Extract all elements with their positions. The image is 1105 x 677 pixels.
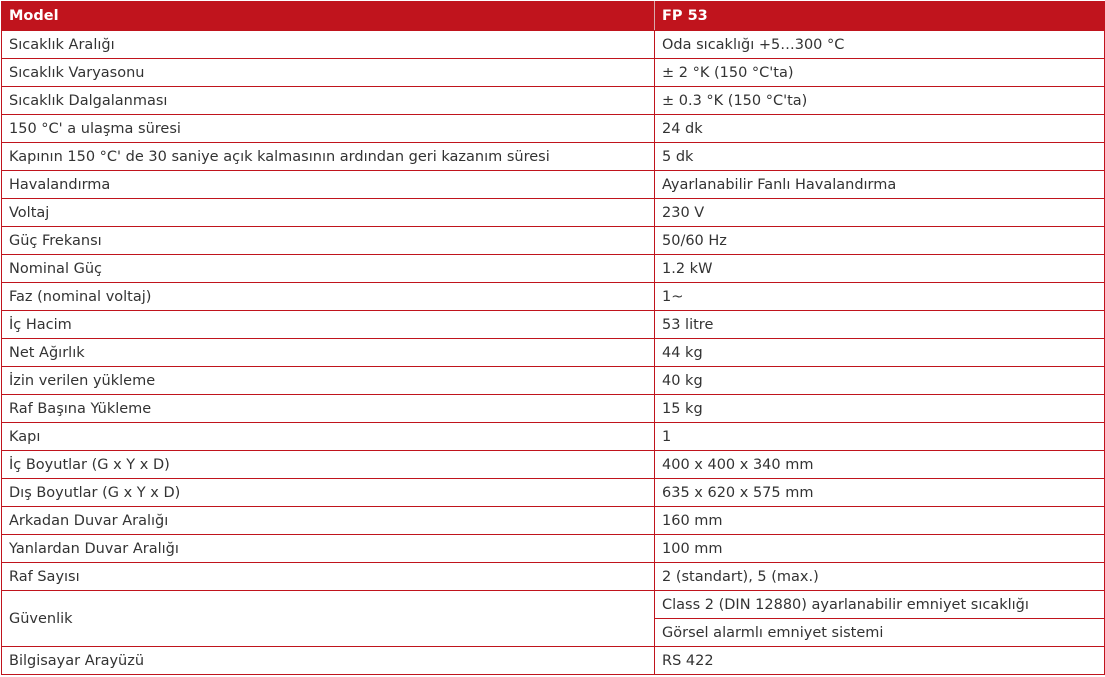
header-model-value: FP 53: [655, 2, 1105, 31]
row-label: Nominal Güç: [2, 255, 655, 283]
table-row: [2, 367, 1105, 395]
row-label: Raf Başına Yükleme: [2, 395, 655, 423]
spec-table-body: [2, 31, 1105, 675]
row-value: 160 mm: [655, 507, 1105, 535]
row-value: 44 kg: [655, 339, 1105, 367]
row-label: Voltaj: [2, 199, 655, 227]
row-value: ± 2 °K (150 °C'ta): [655, 59, 1105, 87]
table-row: [2, 451, 1105, 479]
table-row: [2, 143, 1105, 171]
row-value: 100 mm: [655, 535, 1105, 563]
table-row: [2, 283, 1105, 311]
row-label: Havalandırma: [2, 171, 655, 199]
row-label: İzin verilen yükleme: [2, 367, 655, 395]
row-label: İç Boyutlar (G x Y x D): [2, 451, 655, 479]
row-label: Kapının 150 °C' de 30 saniye açık kalmasının ardından geri kazanım süresi: [2, 143, 655, 171]
row-label: Yanlardan Duvar Aralığı: [2, 535, 655, 563]
security-value-2: Görsel alarmlı emniyet sistemi: [655, 619, 1105, 647]
row-value: 5 dk: [655, 143, 1105, 171]
interface-row: [2, 647, 1105, 675]
row-label: Arkadan Duvar Aralığı: [2, 507, 655, 535]
table-row: [2, 115, 1105, 143]
table-row: [2, 563, 1105, 591]
row-value: Oda sıcaklığı +5…300 °C: [655, 31, 1105, 59]
row-label: Sıcaklık Dalgalanması: [2, 87, 655, 115]
table-row: [2, 199, 1105, 227]
security-label: Güvenlik: [2, 591, 655, 647]
row-label: Sıcaklık Varyasonu: [2, 59, 655, 87]
interface-label: Bilgisayar Arayüzü: [2, 647, 655, 675]
header-row: [2, 2, 1105, 31]
row-value: 635 x 620 x 575 mm: [655, 479, 1105, 507]
row-value: 1: [655, 423, 1105, 451]
table-row: [2, 87, 1105, 115]
table-row: [2, 339, 1105, 367]
table-row: [2, 255, 1105, 283]
row-label: Net Ağırlık: [2, 339, 655, 367]
row-value: 53 litre: [655, 311, 1105, 339]
security-row: [2, 591, 1105, 619]
row-value: 1~: [655, 283, 1105, 311]
row-value: 50/60 Hz: [655, 227, 1105, 255]
table-row: [2, 507, 1105, 535]
row-label: Raf Sayısı: [2, 563, 655, 591]
row-value: 2 (standart), 5 (max.): [655, 563, 1105, 591]
spec-table: [1, 1, 1105, 675]
row-value: ± 0.3 °K (150 °C'ta): [655, 87, 1105, 115]
security-value-1: Class 2 (DIN 12880) ayarlanabilir emniyet sıcaklığı: [655, 591, 1105, 619]
header-model-label: Model: [2, 2, 655, 31]
row-label: Kapı: [2, 423, 655, 451]
row-label: Faz (nominal voltaj): [2, 283, 655, 311]
row-label: 150 °C' a ulaşma süresi: [2, 115, 655, 143]
table-row: [2, 59, 1105, 87]
row-value: 230 V: [655, 199, 1105, 227]
row-label: İç Hacim: [2, 311, 655, 339]
spec-table-header: [2, 2, 1105, 31]
table-row: [2, 227, 1105, 255]
interface-value: RS 422: [655, 647, 1105, 675]
row-label: Sıcaklık Aralığı: [2, 31, 655, 59]
row-label: Dış Boyutlar (G x Y x D): [2, 479, 655, 507]
table-row: [2, 311, 1105, 339]
row-value: 400 x 400 x 340 mm: [655, 451, 1105, 479]
row-label: Güç Frekansı: [2, 227, 655, 255]
row-value: 1.2 kW: [655, 255, 1105, 283]
table-row: [2, 535, 1105, 563]
table-row: [2, 479, 1105, 507]
table-row: [2, 31, 1105, 59]
row-value: 40 kg: [655, 367, 1105, 395]
row-value: Ayarlanabilir Fanlı Havalandırma: [655, 171, 1105, 199]
table-row: [2, 171, 1105, 199]
row-value: 15 kg: [655, 395, 1105, 423]
table-row: [2, 395, 1105, 423]
row-value: 24 dk: [655, 115, 1105, 143]
table-row: [2, 423, 1105, 451]
